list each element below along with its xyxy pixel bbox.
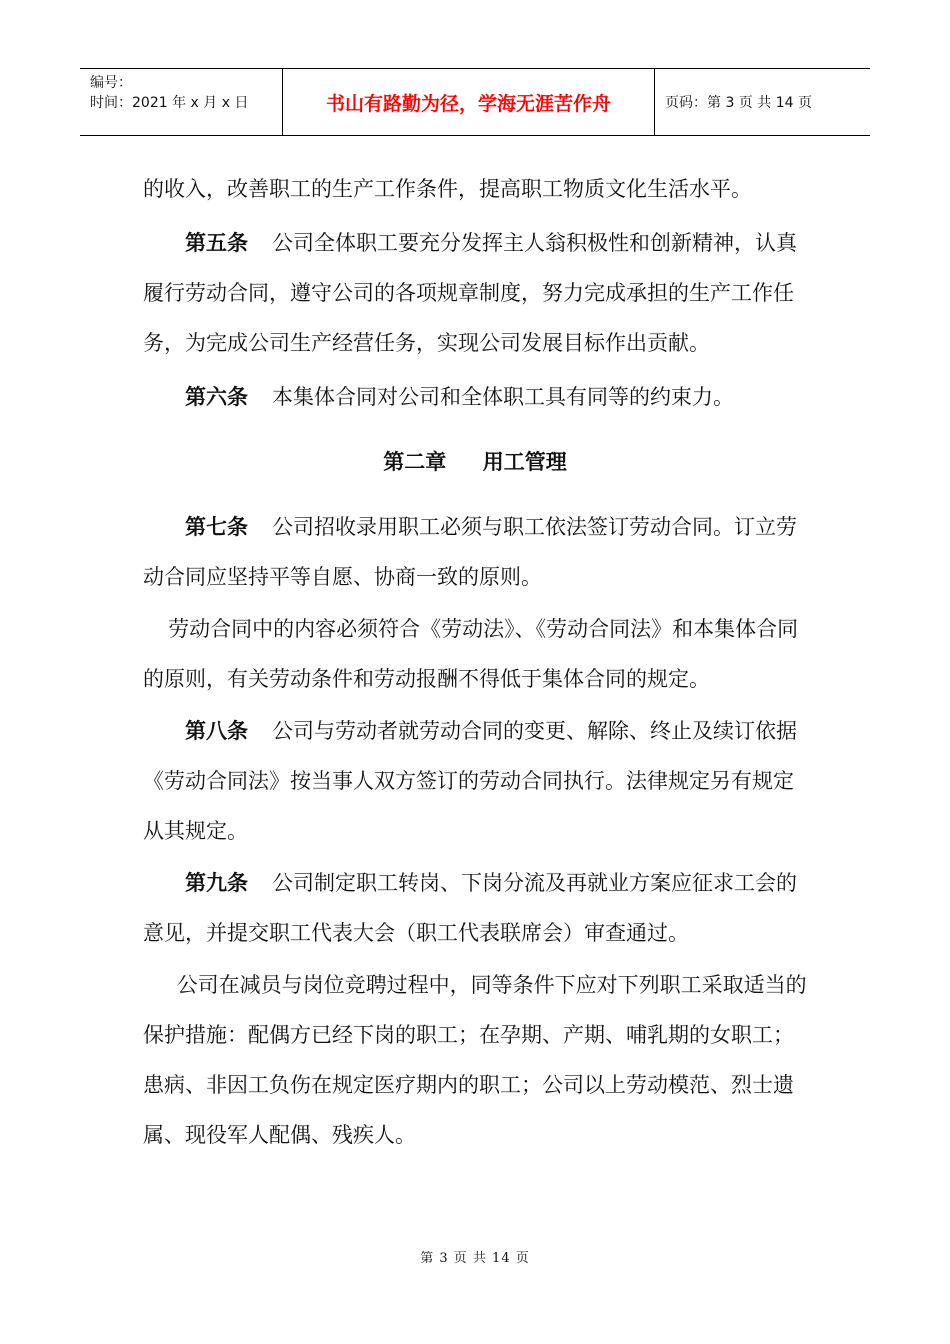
- article-5: [143, 218, 807, 368]
- header-meta: [80, 69, 282, 135]
- article-6-text: 本集体合同对公司和全体职工具有同等的约束力。: [272, 385, 734, 409]
- article-8-number: 第八条: [185, 719, 248, 743]
- paragraph-protection: 公司在减员与岗位竞聘过程中，同等条件下应对下列职工采取适当的保护措施：配偶方已经下岗的职工；在孕期、产期、哺乳期的女职工；患病、非因工负伤在规定医疗期内的职工；公司以上劳动模范、烈士遗属、现役军人配偶、残疾人。: [143, 973, 807, 1147]
- page-footer: 第 3 页 共 14 页: [420, 1251, 530, 1266]
- article-9-number: 第九条: [185, 871, 248, 895]
- header-page-label: 页码：第 3 页 共 14 页: [665, 95, 812, 111]
- chapter-heading: 第二章 用工管理: [383, 450, 567, 474]
- article-9: [143, 858, 807, 958]
- document-body: [143, 164, 807, 1160]
- article-8-text: 公司与劳动者就劳动合同的变更、解除、终止及续订依据《劳动合同法》按当事人双方签订的劳动合同执行。法律规定另有规定从其规定。: [143, 719, 797, 843]
- article-5-number: 第五条: [185, 231, 248, 255]
- article-6: [143, 372, 807, 422]
- document-header: [80, 68, 870, 136]
- paragraph-continuation: 的收入，改善职工的生产工作条件，提高职工物质文化生活水平。: [143, 177, 752, 201]
- paragraph-labor-contract: 劳动合同中的内容必须符合《劳动法》、《劳动合同法》和本集体合同的原则，有关劳动条件和劳动报酬不得低于集体合同的规定。: [143, 617, 799, 691]
- article-6-number: 第六条: [185, 385, 248, 409]
- article-5-text: 公司全体职工要充分发挥主人翁积极性和创新精神，认真履行劳动合同，遵守公司的各项规章制度，努力完成承担的生产工作任务，为完成公司生产经营任务，实现公司发展目标作出贡献。: [143, 231, 797, 355]
- article-7-text: 公司招收录用职工必须与职工依法签订劳动合同。订立劳动合同应坚持平等自愿、协商一致的原则。: [143, 515, 797, 589]
- time-label: 时间：2021 年 x 月 x 日: [90, 95, 249, 111]
- article-7-number: 第七条: [185, 515, 248, 539]
- number-label: 编号：: [90, 75, 132, 91]
- header-motto: 书山有路勤为径，学海无涯苦作舟: [282, 69, 655, 135]
- article-9-text: 公司制定职工转岗、下岗分流及再就业方案应征求工会的意见，并提交职工代表大会（职工代表联席会）审查通过。: [143, 871, 797, 945]
- article-7: [143, 502, 807, 602]
- article-8: [143, 706, 807, 856]
